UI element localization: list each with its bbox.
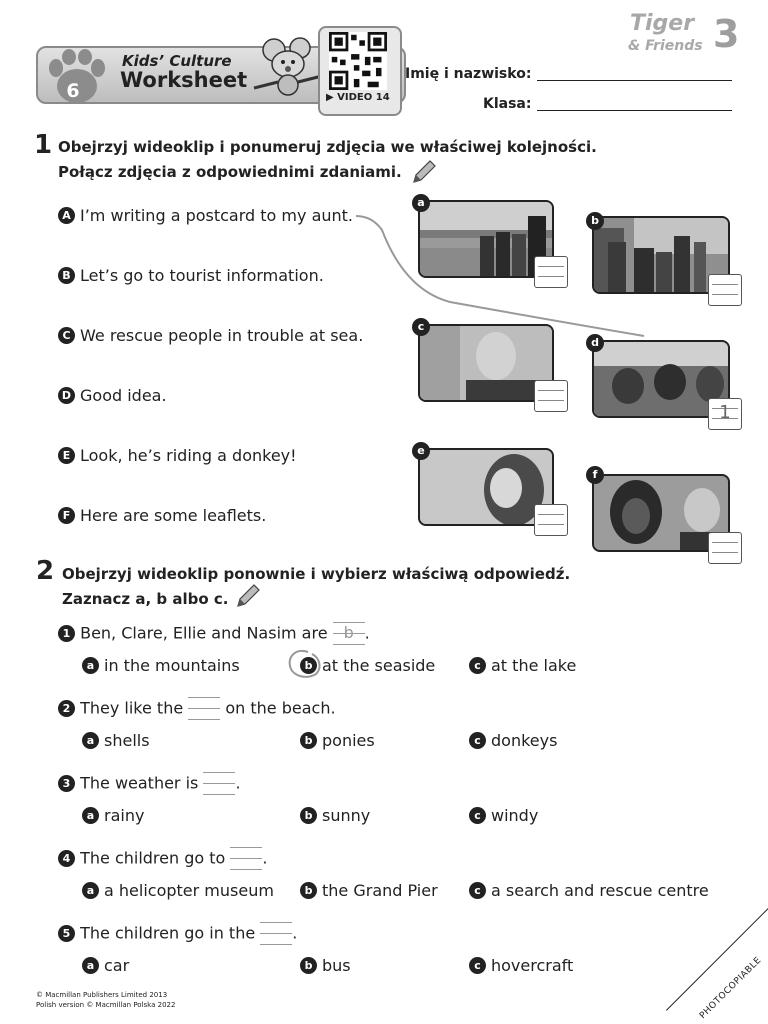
option-letter: c bbox=[469, 657, 486, 674]
question-end: . bbox=[262, 848, 268, 868]
question-4 bbox=[58, 847, 268, 869]
name-label: Imię i nazwisko: bbox=[405, 66, 532, 82]
sentence-letter: C bbox=[58, 327, 75, 344]
option-1c[interactable] bbox=[469, 655, 576, 675]
sentence-f bbox=[58, 505, 266, 525]
question-end: . bbox=[364, 623, 370, 643]
exercise-1-instruction-2: Połącz zdjęcia z odpowiednimi zdaniami. bbox=[58, 163, 402, 181]
option-4c[interactable] bbox=[469, 880, 709, 900]
sentence-letter: A bbox=[58, 207, 75, 224]
option-2c[interactable] bbox=[469, 730, 557, 750]
brand-logo-friends: & Friends bbox=[628, 38, 703, 54]
worksheet-title: Worksheet bbox=[120, 68, 248, 92]
option-text: rainy bbox=[104, 806, 145, 825]
option-letter: b bbox=[300, 657, 317, 674]
option-letter: b bbox=[300, 957, 317, 974]
exercise-1-instruction-1: Obejrzyj wideoklip i ponumeruj zdjęcia we właściwej kolejności. bbox=[58, 138, 597, 156]
sentence-text: Let’s go to tourist information. bbox=[80, 266, 324, 285]
answer-blank[interactable] bbox=[260, 922, 292, 944]
answer-box-f[interactable] bbox=[708, 532, 742, 564]
option-text: windy bbox=[491, 806, 539, 825]
option-text: donkeys bbox=[491, 731, 558, 750]
option-5b[interactable] bbox=[300, 955, 351, 975]
sentence-d bbox=[58, 385, 167, 405]
option-letter: c bbox=[469, 732, 486, 749]
option-5a[interactable] bbox=[82, 955, 129, 975]
sentence-text: Look, he’s riding a donkey! bbox=[80, 446, 297, 465]
photo-letter-e: e bbox=[412, 442, 430, 460]
sentence-text: Here are some leaflets. bbox=[80, 506, 267, 525]
option-text: at the seaside bbox=[322, 656, 436, 675]
question-number: 1 bbox=[58, 625, 75, 642]
option-text: shells bbox=[104, 731, 150, 750]
option-4b[interactable] bbox=[300, 880, 438, 900]
question-text: The children go in the bbox=[80, 923, 256, 943]
question-1 bbox=[58, 622, 370, 644]
answer-box-d[interactable] bbox=[708, 398, 742, 430]
option-3c[interactable] bbox=[469, 805, 538, 825]
option-letter: a bbox=[82, 882, 99, 899]
question-end: on the beach. bbox=[225, 698, 336, 718]
answer-blank[interactable] bbox=[188, 697, 220, 719]
copyright-footer bbox=[36, 990, 175, 1010]
name-field[interactable] bbox=[537, 80, 732, 81]
option-4a[interactable] bbox=[82, 880, 274, 900]
photo-e-image bbox=[420, 450, 552, 524]
unit-number: 6 bbox=[66, 80, 80, 102]
option-letter: b bbox=[300, 732, 317, 749]
option-letter: a bbox=[82, 657, 99, 674]
sentence-letter: E bbox=[58, 447, 75, 464]
question-number: 2 bbox=[58, 700, 75, 717]
option-letter: a bbox=[82, 732, 99, 749]
class-field[interactable] bbox=[537, 110, 732, 111]
photo-letter-b: b bbox=[586, 212, 604, 230]
sentence-letter: D bbox=[58, 387, 75, 404]
sentence-c bbox=[58, 325, 363, 345]
photo-c-image bbox=[420, 326, 552, 400]
answer-blank[interactable] bbox=[203, 772, 235, 794]
photo-letter-d: d bbox=[586, 334, 604, 352]
sentence-b bbox=[58, 265, 324, 285]
option-letter: b bbox=[300, 882, 317, 899]
option-letter: a bbox=[82, 807, 99, 824]
photo-letter-a: a bbox=[412, 194, 430, 212]
sentence-text: We rescue people in trouble at sea. bbox=[80, 326, 364, 345]
photo-letter-f: f bbox=[586, 466, 604, 484]
sentence-text: Good idea. bbox=[80, 386, 167, 405]
option-text: hovercraft bbox=[491, 956, 574, 975]
exercise-2-number: 2 bbox=[36, 556, 55, 586]
sentence-letter: F bbox=[58, 507, 75, 524]
qr-code-icon[interactable] bbox=[329, 32, 387, 90]
answer-box-a[interactable] bbox=[534, 256, 568, 288]
answer-box-b[interactable] bbox=[708, 274, 742, 306]
option-1a[interactable] bbox=[82, 655, 240, 675]
option-text: the Grand Pier bbox=[322, 881, 438, 900]
pencil-icon bbox=[234, 582, 262, 610]
option-text: a search and rescue centre bbox=[491, 881, 709, 900]
answer-d-value: 1 bbox=[719, 402, 731, 423]
option-letter: c bbox=[469, 957, 486, 974]
option-letter: a bbox=[82, 957, 99, 974]
option-text: in the mountains bbox=[104, 656, 240, 675]
option-text: a helicopter museum bbox=[104, 881, 274, 900]
exercise-1-number: 1 bbox=[34, 130, 53, 160]
exercise-2-instruction-1: Obejrzyj wideoklip ponownie i wybierz właściwą odpowiedź. bbox=[62, 565, 571, 583]
question-end: . bbox=[235, 773, 241, 793]
class-label: Klasa: bbox=[483, 96, 532, 112]
question-text: The children go to bbox=[80, 848, 226, 868]
pencil-icon bbox=[410, 158, 438, 186]
question-text: Ben, Clare, Ellie and Nasim are bbox=[80, 623, 328, 643]
question-number: 5 bbox=[58, 925, 75, 942]
sentence-e bbox=[58, 445, 297, 465]
option-text: ponies bbox=[322, 731, 375, 750]
answer-box-c[interactable] bbox=[534, 380, 568, 412]
answer-box-e[interactable] bbox=[534, 504, 568, 536]
exercise-2-instruction-2: Zaznacz a, b albo c. bbox=[62, 590, 229, 608]
worksheet-subtitle: Kids’ Culture bbox=[122, 52, 232, 70]
selection-circle bbox=[286, 648, 322, 682]
option-letter: c bbox=[469, 807, 486, 824]
brand-level: 3 bbox=[713, 12, 740, 56]
sentence-letter: B bbox=[58, 267, 75, 284]
answer-value: b bbox=[343, 623, 354, 642]
photo-letter-c: c bbox=[412, 318, 430, 336]
question-text: The weather is bbox=[80, 773, 199, 793]
sentence-a bbox=[58, 205, 353, 225]
copyright-line-1: © Macmillan Publishers Limited 2013 bbox=[36, 991, 168, 999]
question-number: 4 bbox=[58, 850, 75, 867]
sentence-text: I’m writing a postcard to my aunt. bbox=[80, 206, 354, 225]
mouse-mascot-icon bbox=[248, 36, 328, 98]
option-letter: c bbox=[469, 882, 486, 899]
question-3 bbox=[58, 772, 241, 794]
answer-blank[interactable] bbox=[333, 622, 365, 644]
option-text: sunny bbox=[322, 806, 371, 825]
question-end: . bbox=[292, 923, 298, 943]
brand-logo-tiger: Tiger bbox=[630, 11, 695, 36]
question-2 bbox=[58, 697, 336, 719]
answer-blank[interactable] bbox=[230, 847, 262, 869]
option-text: at the lake bbox=[491, 656, 577, 675]
question-text: They like the bbox=[80, 698, 184, 718]
question-number: 3 bbox=[58, 775, 75, 792]
video-label: ▶ VIDEO 14 bbox=[326, 92, 390, 103]
option-text: bus bbox=[322, 956, 351, 975]
option-letter: b bbox=[300, 807, 317, 824]
question-5 bbox=[58, 922, 297, 944]
photo-a-image bbox=[420, 202, 552, 276]
option-3b[interactable] bbox=[300, 805, 370, 825]
option-2b[interactable] bbox=[300, 730, 375, 750]
photocopiable-label: PHOTOCOPIABLE bbox=[698, 955, 764, 1022]
option-text: car bbox=[104, 956, 130, 975]
copyright-line-2: Polish version © Macmillan Polska 2022 bbox=[36, 1001, 176, 1009]
option-3a[interactable] bbox=[82, 805, 144, 825]
option-5c[interactable] bbox=[469, 955, 573, 975]
option-2a[interactable] bbox=[82, 730, 150, 750]
